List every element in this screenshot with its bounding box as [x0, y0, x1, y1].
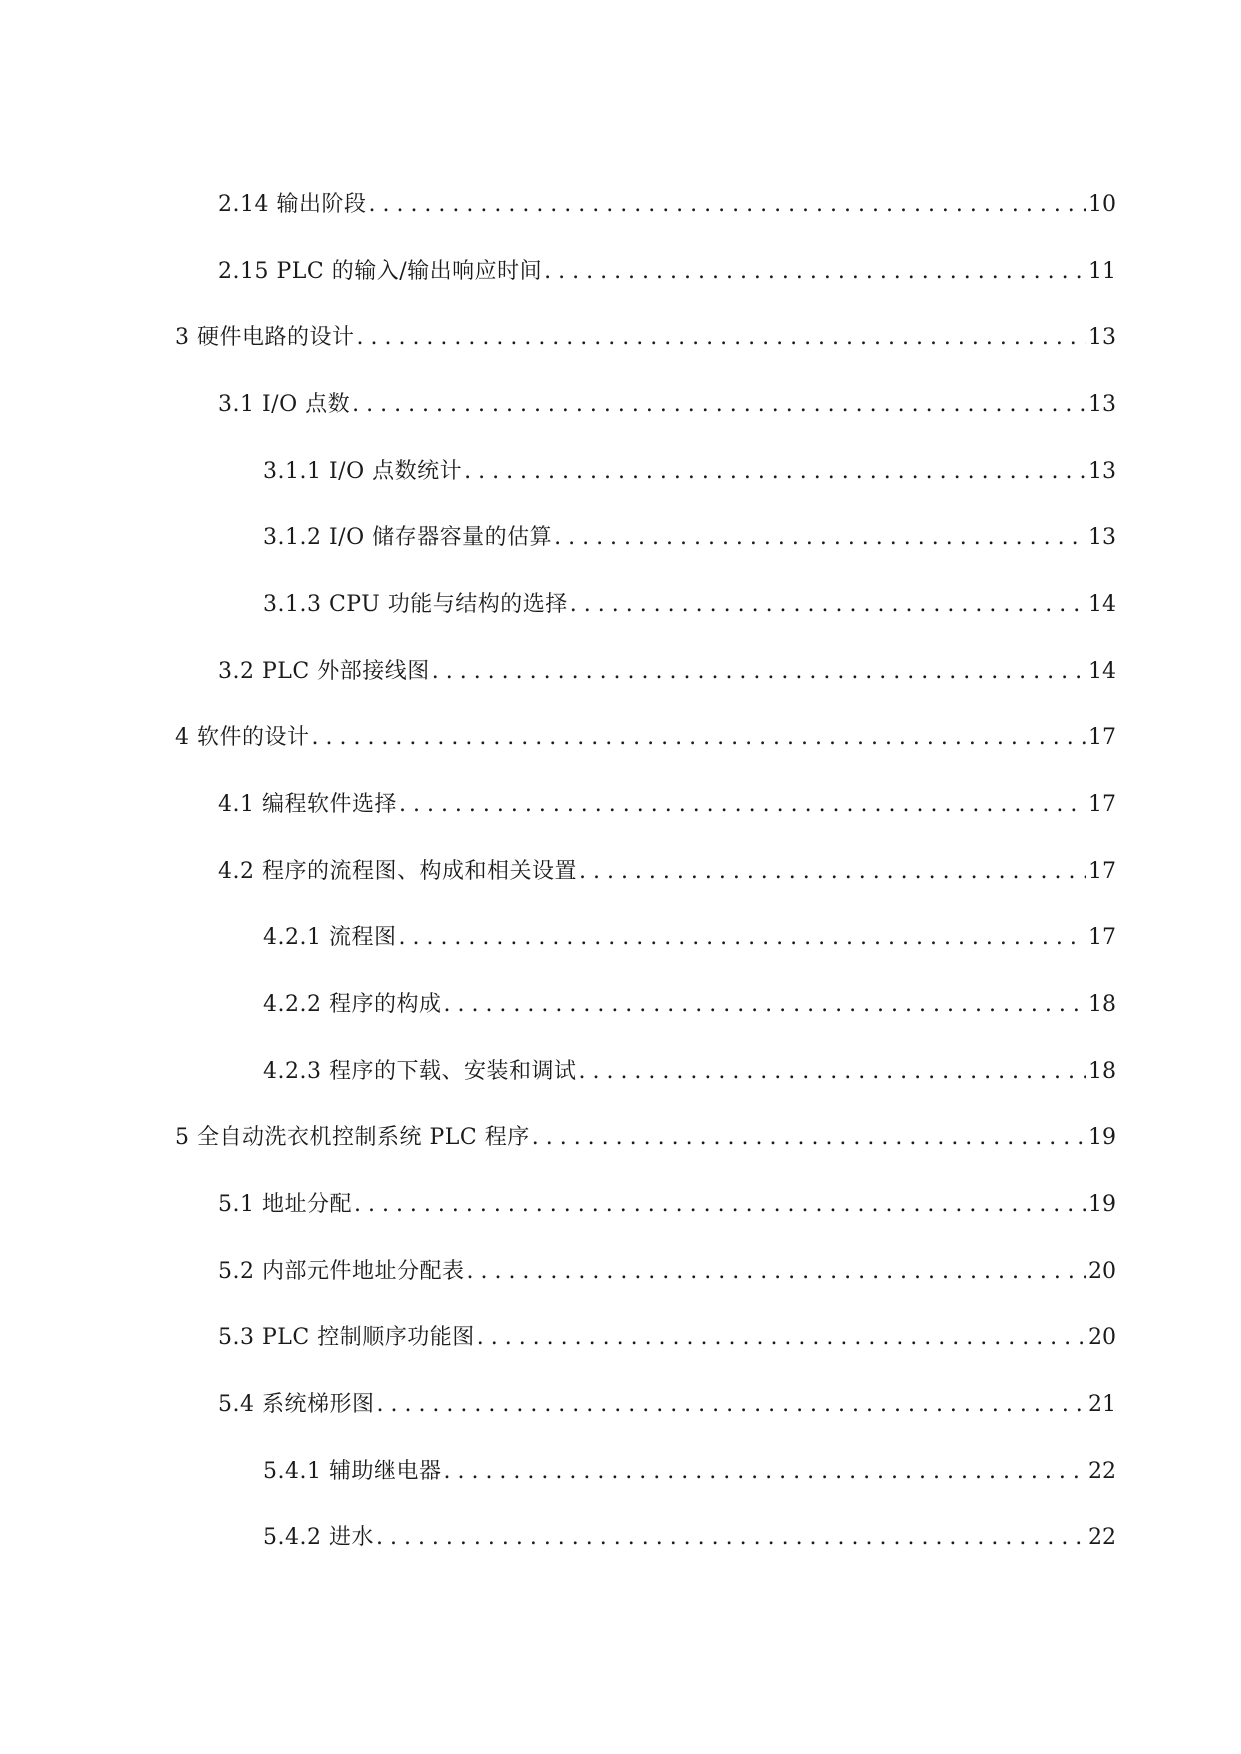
toc-entry-label: 5.3 PLC 控制顺序功能图 [218, 1325, 475, 1350]
toc-entry-label: 3.1 I/O 点数 [218, 392, 351, 417]
toc-entry[interactable] [218, 655, 1116, 689]
toc-leader-dots [464, 455, 1086, 489]
toc-entry-label: 3.2 PLC 外部接线图 [218, 659, 430, 684]
toc-entry-label: 3 硬件电路的设计 [175, 325, 355, 350]
toc-entry[interactable] [175, 721, 1116, 755]
toc-entry-label: 5.1 地址分配 [218, 1192, 352, 1217]
toc-leader-dots [398, 921, 1086, 955]
toc-entry[interactable] [263, 455, 1116, 489]
toc-entry-label: 4.2.1 流程图 [263, 925, 397, 950]
toc-entry-label: 4.2.3 程序的下载、安装和调试 [263, 1059, 577, 1084]
toc-entry-page: 18 [1088, 1059, 1116, 1084]
toc-entry-page: 14 [1088, 592, 1116, 617]
toc-entry-label: 2.14 输出阶段 [218, 192, 367, 217]
toc-entry-page: 17 [1088, 859, 1116, 884]
toc-leader-dots [443, 1455, 1086, 1489]
toc-entry-page: 17 [1088, 792, 1116, 817]
toc-leader-dots [554, 521, 1086, 555]
toc-leader-dots [399, 788, 1086, 822]
toc-leader-dots [477, 1321, 1086, 1355]
toc-entry[interactable] [263, 1521, 1116, 1555]
toc-entry[interactable] [218, 788, 1116, 822]
toc-entry-label: 5 全自动洗衣机控制系统 PLC 程序 [175, 1125, 530, 1150]
toc-leader-dots [352, 388, 1086, 422]
toc-leader-dots [570, 588, 1086, 622]
toc-entry-page: 21 [1088, 1392, 1116, 1417]
toc-entry[interactable] [218, 1388, 1116, 1422]
toc-entry-label: 5.4.1 辅助继电器 [263, 1459, 442, 1484]
toc-leader-dots [376, 1521, 1086, 1555]
toc-entry[interactable] [263, 1455, 1116, 1489]
toc-entry-page: 14 [1088, 659, 1116, 684]
toc-entry-page: 22 [1088, 1525, 1116, 1550]
toc-entry-label: 5.2 内部元件地址分配表 [218, 1259, 465, 1284]
toc-leader-dots [432, 655, 1086, 689]
toc-entry-page: 17 [1088, 925, 1116, 950]
toc-entry[interactable] [175, 1121, 1116, 1155]
toc-leader-dots [544, 255, 1086, 289]
toc-leader-dots [579, 855, 1086, 889]
toc-leader-dots [376, 1388, 1086, 1422]
toc-entry[interactable] [218, 1321, 1116, 1355]
toc-leader-dots [532, 1121, 1086, 1155]
toc-entry-label: 3.1.3 CPU 功能与结构的选择 [263, 592, 568, 617]
toc-entry-page: 18 [1088, 992, 1116, 1017]
toc-entry[interactable] [263, 921, 1116, 955]
toc-entry[interactable] [218, 1255, 1116, 1289]
toc-leader-dots [443, 988, 1086, 1022]
toc-entry-page: 13 [1088, 392, 1116, 417]
toc-entry-page: 13 [1088, 525, 1116, 550]
toc-entry-page: 22 [1088, 1459, 1116, 1484]
toc-entry-page: 13 [1088, 325, 1116, 350]
toc-entry-label: 4.2.2 程序的构成 [263, 992, 442, 1017]
toc-entry-page: 11 [1088, 259, 1116, 284]
toc-entry-label: 5.4 系统梯形图 [218, 1392, 375, 1417]
toc-leader-dots [312, 721, 1087, 755]
toc-entry-page: 19 [1088, 1125, 1116, 1150]
toc-entry-label: 4.1 编程软件选择 [218, 792, 397, 817]
toc-entry[interactable] [218, 388, 1116, 422]
toc-entry-label: 3.1.2 I/O 储存器容量的估算 [263, 525, 553, 550]
toc-entry[interactable] [263, 1055, 1116, 1089]
toc-entry-label: 2.15 PLC 的输入/输出响应时间 [218, 259, 543, 284]
toc-leader-dots [354, 1188, 1086, 1222]
toc-entry-page: 17 [1088, 725, 1116, 750]
toc-entry-label: 3.1.1 I/O 点数统计 [263, 459, 463, 484]
toc-entry-page: 20 [1088, 1259, 1116, 1284]
toc-entry[interactable] [218, 188, 1116, 222]
toc-entry[interactable] [263, 521, 1116, 555]
toc-entry-label: 4.2 程序的流程图、构成和相关设置 [218, 859, 577, 884]
toc-leader-dots [466, 1255, 1086, 1289]
toc-entry-label: 5.4.2 进水 [263, 1525, 374, 1550]
toc-entry[interactable] [218, 255, 1116, 289]
toc-entry[interactable] [218, 1188, 1116, 1222]
toc-entry[interactable] [263, 988, 1116, 1022]
toc-leader-dots [368, 188, 1086, 222]
toc-leader-dots [357, 321, 1087, 355]
toc-entry-page: 10 [1088, 192, 1116, 217]
toc-entry[interactable] [263, 588, 1116, 622]
toc-entry-label: 4 软件的设计 [175, 725, 310, 750]
toc-entry-page: 19 [1088, 1192, 1116, 1217]
toc-entry-page: 20 [1088, 1325, 1116, 1350]
toc-entry-page: 13 [1088, 459, 1116, 484]
toc-leader-dots [578, 1055, 1086, 1089]
toc-entry[interactable] [175, 321, 1116, 355]
toc-entry[interactable] [218, 855, 1116, 889]
